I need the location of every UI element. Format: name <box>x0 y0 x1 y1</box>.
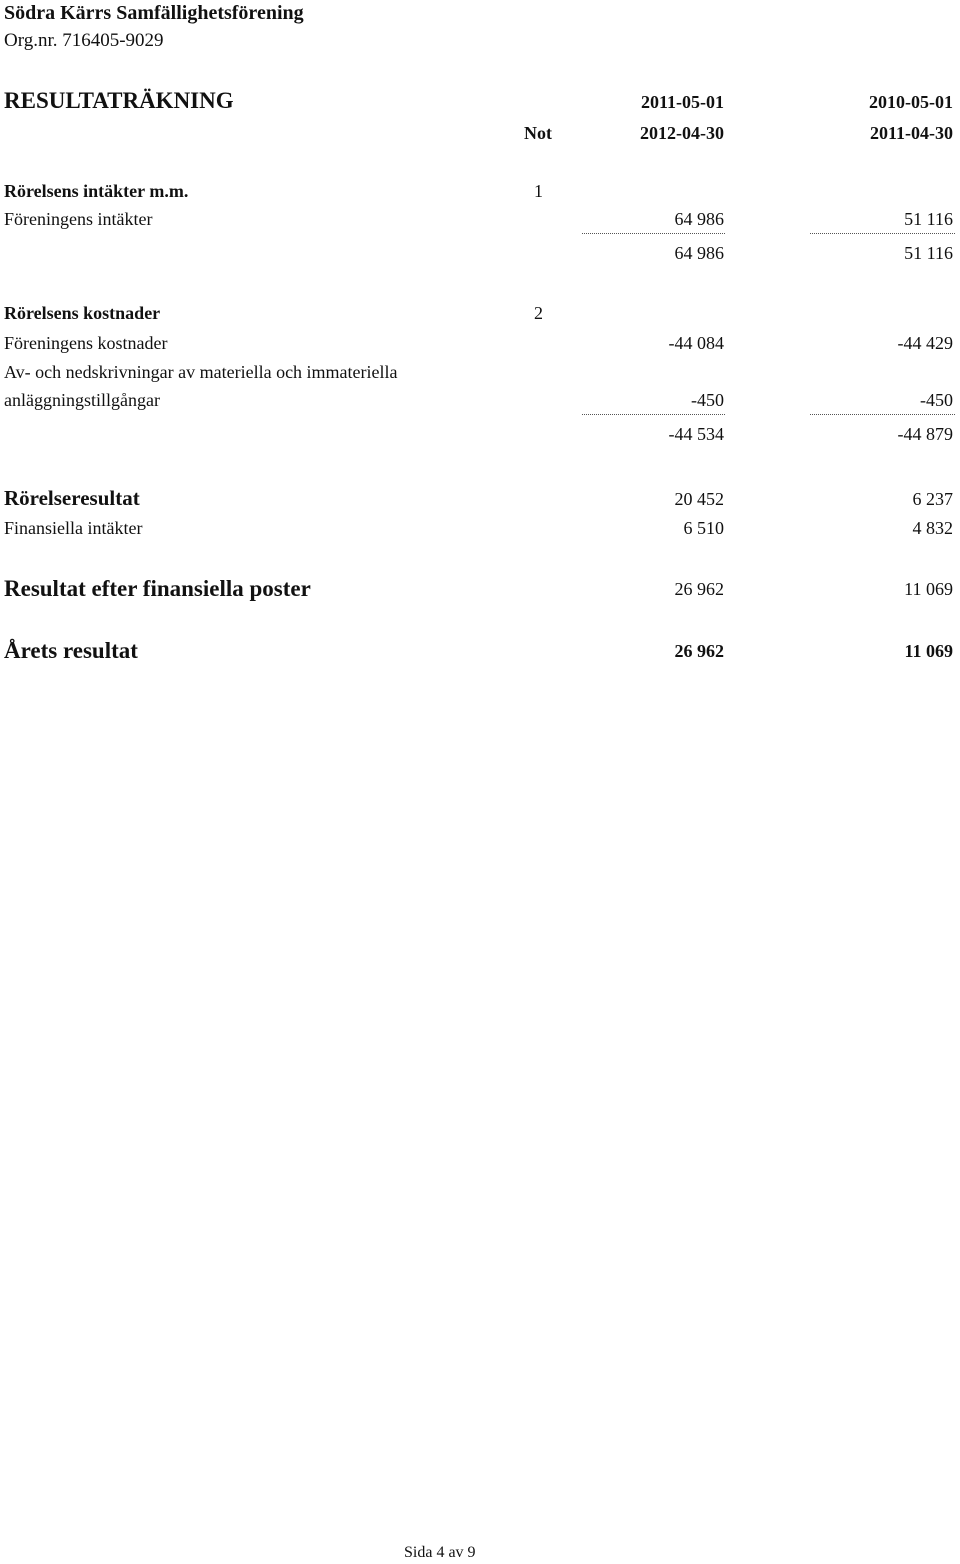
year-result-previous: 11 069 <box>904 641 953 661</box>
income-total-current: 64 986 <box>674 243 724 263</box>
year-result-label: Årets resultat <box>4 638 138 663</box>
page-number: Sida 4 av 9 <box>404 1544 476 1561</box>
current-period-end: 2012-04-30 <box>640 123 724 143</box>
costs-row2-label-line2: anläggningstillgångar <box>4 390 160 410</box>
current-period-start: 2011-05-01 <box>641 92 724 112</box>
income-row-current: 64 986 <box>674 209 724 229</box>
costs-row2-label-line1: Av- och nedskrivningar av materiella och immateriella <box>4 362 398 382</box>
organization-name: Södra Kärrs Samfällighetsförening <box>4 2 304 24</box>
costs-heading: Rörelsens kostnader <box>4 303 161 323</box>
subtotal-divider <box>810 414 955 415</box>
costs-row2-previous: -450 <box>920 390 953 410</box>
organization-number: Org.nr. 716405-9029 <box>4 30 164 51</box>
financial-income-previous: 4 832 <box>912 518 953 538</box>
page-title: RESULTATRÄKNING <box>4 88 234 113</box>
costs-row2-current: -450 <box>691 390 724 410</box>
income-note-ref: 1 <box>534 181 543 201</box>
financial-income-label: Finansiella intäkter <box>4 518 143 538</box>
costs-total-current: -44 534 <box>668 424 724 444</box>
costs-row1-previous: -44 429 <box>897 333 953 353</box>
costs-total-previous: -44 879 <box>897 424 953 444</box>
result-after-financial-current: 26 962 <box>674 579 724 599</box>
costs-note-ref: 2 <box>534 303 543 323</box>
result-after-financial-label: Resultat efter finansiella poster <box>4 576 311 601</box>
income-row-previous: 51 116 <box>904 209 953 229</box>
subtotal-divider <box>582 414 725 415</box>
operating-result-previous: 6 237 <box>912 489 953 509</box>
previous-period-end: 2011-04-30 <box>870 123 953 143</box>
income-row-label: Föreningens intäkter <box>4 209 153 229</box>
income-heading: Rörelsens intäkter m.m. <box>4 181 189 201</box>
subtotal-divider <box>582 233 725 234</box>
financial-income-current: 6 510 <box>683 518 724 538</box>
operating-result-label: Rörelseresultat <box>4 486 140 510</box>
note-column-header: Not <box>524 123 552 143</box>
operating-result-current: 20 452 <box>674 489 724 509</box>
income-total-previous: 51 116 <box>904 243 953 263</box>
previous-period-start: 2010-05-01 <box>869 92 953 112</box>
subtotal-divider <box>810 233 955 234</box>
costs-row1-current: -44 084 <box>668 333 724 353</box>
costs-row1-label: Föreningens kostnader <box>4 333 168 353</box>
year-result-current: 26 962 <box>674 641 724 661</box>
result-after-financial-previous: 11 069 <box>904 579 953 599</box>
